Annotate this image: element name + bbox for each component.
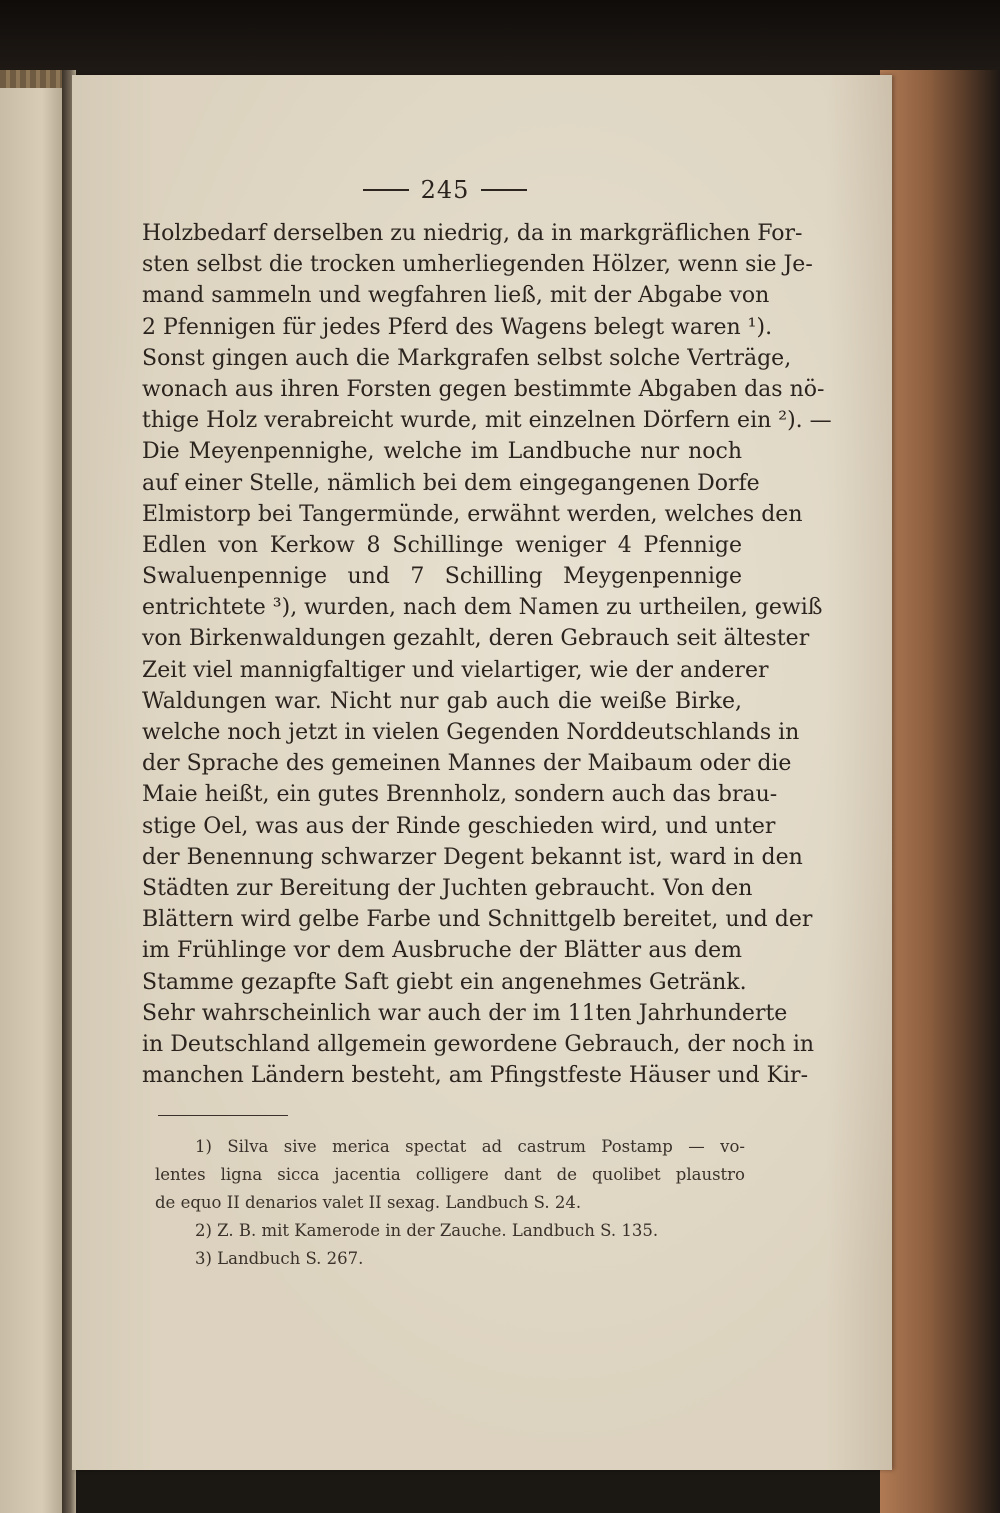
text-line: Elmistorp bei Tangermünde, erwähnt werden, welches den (142, 501, 803, 527)
text-line: Blättern wird gelbe Farbe und Schnittgelb bereitet, und der (142, 907, 813, 933)
text-line: mand sammeln und wegfahren ließ, mit der Abgabe von (142, 283, 770, 309)
text-line: stige Oel, was aus der Rinde geschieden wird, und unter (142, 813, 776, 839)
text-line: Die Meyenpennighe, welche im Landbuche nur noch (142, 439, 742, 465)
footnote-line: de equo II denarios valet II sexag. Landbuch S. 24. (155, 1193, 582, 1212)
text-line: entrichtete ³), wurden, nach dem Namen zu urtheilen, gewiß (142, 595, 823, 621)
header-dash-left (363, 189, 409, 191)
text-line: welche noch jetzt in vielen Gegenden Norddeutschlands in (142, 720, 800, 745)
text-line: Holzbedarf derselben zu niedrig, da in markgräflichen For- (142, 221, 803, 246)
text-line: im Frühlinge vor dem Ausbruche der Blätter aus dem (142, 938, 742, 964)
footnote-line: 3) Landbuch S. 267. (195, 1249, 364, 1268)
footnote-line: 1) Silva sive merica spectat ad castrum Postamp — vo- (195, 1137, 745, 1156)
header-dash-right (481, 189, 527, 191)
text-line: Sehr wahrscheinlich war auch der im 11ten Jahrhunderte (142, 1000, 788, 1026)
text-line: 2 Pfennigen für jedes Pferd des Wagens belegt waren ¹). (142, 314, 773, 340)
page-number: 245 (420, 176, 470, 204)
text-line: Städten zur Bereitung der Juchten gebraucht. Von den (142, 875, 753, 901)
text-line: Edlen von Kerkow 8 Schillinge weniger 4 Pfennige (142, 532, 742, 558)
text-line: Swaluenpennige und 7 Schilling Meygenpennige (142, 564, 742, 590)
text-line: Stamme gezapfte Saft giebt ein angenehmes Getränk. (142, 969, 747, 995)
text-line: thige Holz verabreicht wurde, mit einzelnen Dörfern ein ²). — (142, 408, 832, 434)
text-line: Waldungen war. Nicht nur gab auch die weiße Birke, (142, 688, 742, 714)
text-line: Sonst gingen auch die Markgrafen selbst solche Verträge, (142, 345, 792, 371)
text-line: der Benennung schwarzer Degent bekannt ist, ward in den (142, 844, 803, 870)
page-header (340, 175, 550, 205)
footnotes (155, 1133, 745, 1273)
footnote-line: lentes ligna sicca jacentia colligere dant de quolibet plaustro (155, 1165, 745, 1184)
text-line: der Sprache des gemeinen Mannes der Maibaum oder die (142, 751, 792, 777)
footnote-separator (158, 1115, 288, 1116)
text-line: von Birkenwaldungen gezahlt, deren Gebrauch seit ältester (142, 626, 810, 652)
text-line: in Deutschland allgemein gewordene Gebrauch, der noch in (142, 1031, 815, 1057)
facing-page-edge (0, 70, 70, 1513)
text-line: auf einer Stelle, nämlich bei dem eingegangenen Dorfe (142, 470, 760, 496)
text-line: sten selbst die trocken umherliegenden Hölzer, wenn sie Je- (142, 252, 813, 278)
book-background-top (0, 0, 1000, 80)
text-line: manchen Ländern besteht, am Pfingstfeste Häuser und Kir- (142, 1063, 809, 1089)
book-spine-edge (880, 70, 1000, 1513)
text-line: Zeit viel mannigfaltiger und vielartiger, wie der anderer (142, 657, 769, 683)
body-text (142, 218, 832, 1091)
facing-page-ornament (0, 70, 70, 88)
text-line: Maie heißt, ein gutes Brennholz, sondern auch das brau- (142, 782, 778, 808)
footnote-line: 2) Z. B. mit Kamerode in der Zauche. Landbuch S. 135. (195, 1221, 659, 1240)
text-line: wonach aus ihren Forsten gegen bestimmte Abgaben das nö- (142, 376, 825, 402)
